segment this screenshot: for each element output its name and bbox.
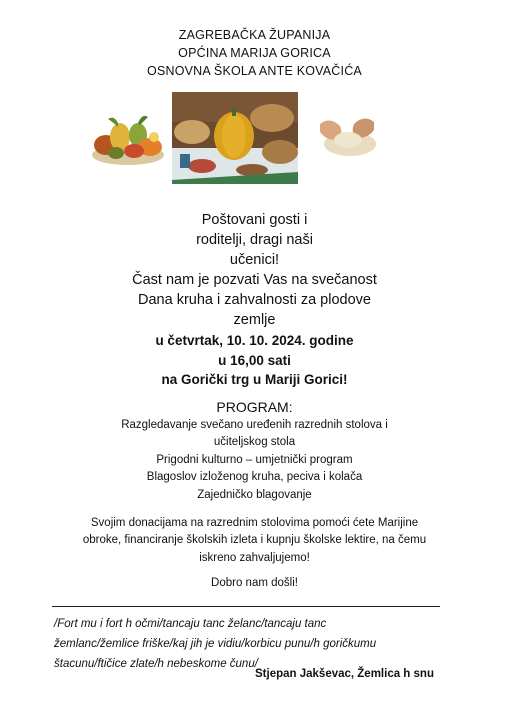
invitation-line: Dana kruha i zahvalnosti za plodove xyxy=(138,292,371,308)
divider-line xyxy=(52,606,440,607)
donation-line: Svojim donacijama na razrednim stolovima pomoći ćete Marijine xyxy=(90,517,419,529)
school-header xyxy=(0,26,509,80)
poem-line: /Fort mu i fort h očmi/tancaju tanc želanc/tancaju tanc xyxy=(54,618,327,630)
event-date: u četvrtak, 10. 10. 2024. godine xyxy=(155,333,354,348)
program-title: PROGRAM: xyxy=(216,399,293,415)
invitation-line: zemlje xyxy=(233,312,276,328)
donation-line: iskreno zahvaljujemo! xyxy=(199,551,310,564)
poem-line: žemlanc/žemlice friške/kaj jih je vidiu/korbicu punu/h goričkumu xyxy=(54,638,377,650)
event-time: u 16,00 sati xyxy=(218,352,291,368)
welcome-text: Dobro nam došli! xyxy=(211,577,298,589)
donation-line: obroke, financiranje školskih izleta i kupnju školske lektire, na čemu xyxy=(82,534,427,547)
program-item: Blagoslov izloženog kruha, peciva i kolača xyxy=(146,471,363,484)
kneading-dough-image xyxy=(316,110,378,158)
header-municipality: OPĆINA MARIJA GORICA xyxy=(178,46,331,60)
header-county: ZAGREBAČKA ŽUPANIJA xyxy=(178,28,331,42)
harvest-table-image xyxy=(172,92,298,184)
header-school: OSNOVNA ŠKOLA ANTE KOVAČIĆA xyxy=(147,64,362,78)
invitation-line: roditelji, dragi naši xyxy=(196,232,313,248)
invitation-line: Čast nam je pozvati Vas na svečanost xyxy=(132,272,377,288)
program-item: učiteljskog stola xyxy=(213,436,296,449)
invitation-text xyxy=(0,210,509,330)
program-item: Razgledavanje svečano uređenih razrednih stolova i xyxy=(121,419,388,431)
poem-line: štacunu/ftičice zlate/h nebeskome čunu/ xyxy=(54,658,258,670)
poem-author: Stjepan Jakševac, Žemlica h snu xyxy=(255,668,434,680)
poem-quote xyxy=(54,614,474,674)
invitation-line: učenici! xyxy=(229,252,280,268)
event-place: na Gorički trg u Mariji Gorici! xyxy=(161,372,348,387)
invitation-line: Poštovani gosti i xyxy=(201,212,308,228)
event-details xyxy=(0,331,509,390)
vegetables-image xyxy=(88,107,168,169)
donation-note xyxy=(60,515,449,567)
program-item: Prigodni kulturno – umjetnički program xyxy=(156,453,353,466)
program-item: Zajedničko blagovanje xyxy=(197,488,312,501)
program-list xyxy=(0,417,509,504)
